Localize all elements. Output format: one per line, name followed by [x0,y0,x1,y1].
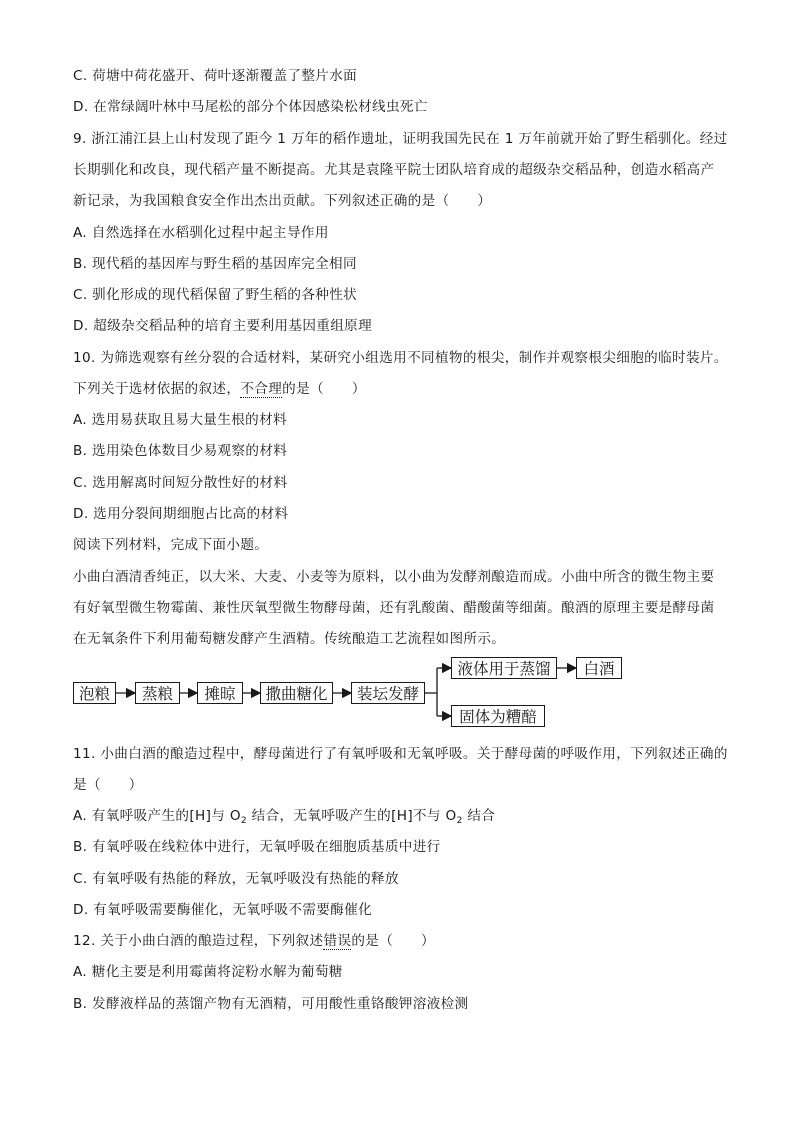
option-11c: C. 有氧呼吸有热能的释放，无氧呼吸没有热能的释放 [73,871,399,887]
option-11a-part3: 结合 [462,808,496,824]
option-12a: A. 糖化主要是利用霉菌将淀粉水解为葡萄糖 [73,964,343,980]
question-9-stem-1: 9. 浙江浦江县上山村发现了距今 1 万年的稻作遗址，证明我国先民在 1 万年前就开始了野生稻驯化。经过 [73,131,728,147]
option-11b: B. 有氧呼吸在线粒体中进行，无氧呼吸在细胞质基质中进行 [73,839,441,855]
question-10-stem-text: 下列关于选材依据的叙述， [73,381,241,397]
option-10a: A. 选用易获取且易大量生根的材料 [73,412,287,428]
option-8c: C. 荷塘中荷花盛开、荷叶逐渐覆盖了整片水面 [73,68,358,84]
passage-line-2: 有好氧型微生物霉菌、兼性厌氧型微生物酵母菌，还有乳酸菌、醋酸菌等细菌。酿酒的原理主要是酵母菌 [73,600,715,616]
passage-intro: 阅读下列材料，完成下面小题。 [73,537,269,553]
step-5-box: 装坛发酵 [351,682,425,704]
subscript: 2 [240,816,247,826]
option-9b: B. 现代稻的基因库与野生稻的基因库完全相同 [73,256,357,272]
question-9-stem-2: 长期驯化和改良，现代稻产量不断提高。尤其是袁隆平院士团队培育成的超级杂交稻品种，创造水稻高产 [73,162,715,178]
step-1-box: 泡粮 [73,682,116,704]
option-10d: D. 选用分裂间期细胞占比高的材料 [73,506,289,522]
option-12b: B. 发酵液样品的蒸馏产物有无酒精，可用酸性重铬酸钾溶液检测 [73,996,469,1012]
subscript: 2 [456,816,463,826]
option-11a [73,808,495,829]
option-10b: B. 选用染色体数目少易观察的材料 [73,443,288,459]
emphasis-text: 不合理 [240,381,283,397]
option-8d: D. 在常绿阔叶林中马尾松的部分个体因感染松材线虫死亡 [73,99,428,115]
option-11a-part1: A. 有氧呼吸产生的[H]与 O [73,808,241,824]
passage-line-3: 在无氧条件下利用葡萄糖发酵产生酒精。传统酿造工艺流程如图所示。 [73,631,506,647]
question-10-stem-end: 的是（ ） [282,381,366,397]
option-10c: C. 选用解离时间短分散性好的材料 [73,475,288,491]
question-10-stem-2 [73,381,366,397]
solid-residue-box: 固体为糟醅 [451,705,545,727]
question-11-stem-2: 是（ ） [73,777,143,793]
question-11-stem-1: 11. 小曲白酒的酿造过程中，酵母菌进行了有氧呼吸和无氧呼吸。关于酵母菌的呼吸作用，下列叙述正确的 [73,746,728,762]
passage-line-1: 小曲白酒清香纯正，以大米、大麦、小麦等为原料，以小曲为发酵剂酿造而成。小曲中所含的微生物主要 [73,569,715,585]
emphasis-text: 错误 [323,933,352,949]
option-11d: D. 有氧呼吸需要酶催化，无氧呼吸不需要酶催化 [73,902,373,918]
process-flowchart [73,656,633,732]
liquid-distill-box: 液体用于蒸馏 [451,657,557,679]
question-10-stem-1: 10. 为筛选观察有丝分裂的合适材料，某研究小组选用不同植物的根尖，制作并观察根尖细胞的临时装片。 [73,350,728,366]
option-9a: A. 自然选择在水稻驯化过程中起主导作用 [73,225,329,241]
question-9-stem-3: 新记录，为我国粮食安全作出杰出贡献。下列叙述正确的是（ ） [73,193,492,209]
option-11a-part2: 结合，无氧呼吸产生的[H]不与 O [246,808,457,824]
step-2-box: 蒸粮 [135,682,180,704]
question-12-stem-text: 12. 关于小曲白酒的酿造过程，下列叙述 [73,933,324,949]
step-4-box: 撒曲糖化 [260,682,333,704]
step-3-box: 摊晾 [197,682,243,704]
option-9d: D. 超级杂交稻品种的培育主要利用基因重组原理 [73,318,373,334]
question-12-stem [73,933,435,949]
baijiu-box: 白酒 [576,657,622,679]
question-12-stem-end: 的是（ ） [351,933,436,949]
option-9c: C. 驯化形成的现代稻保留了野生稻的各种性状 [73,287,358,303]
